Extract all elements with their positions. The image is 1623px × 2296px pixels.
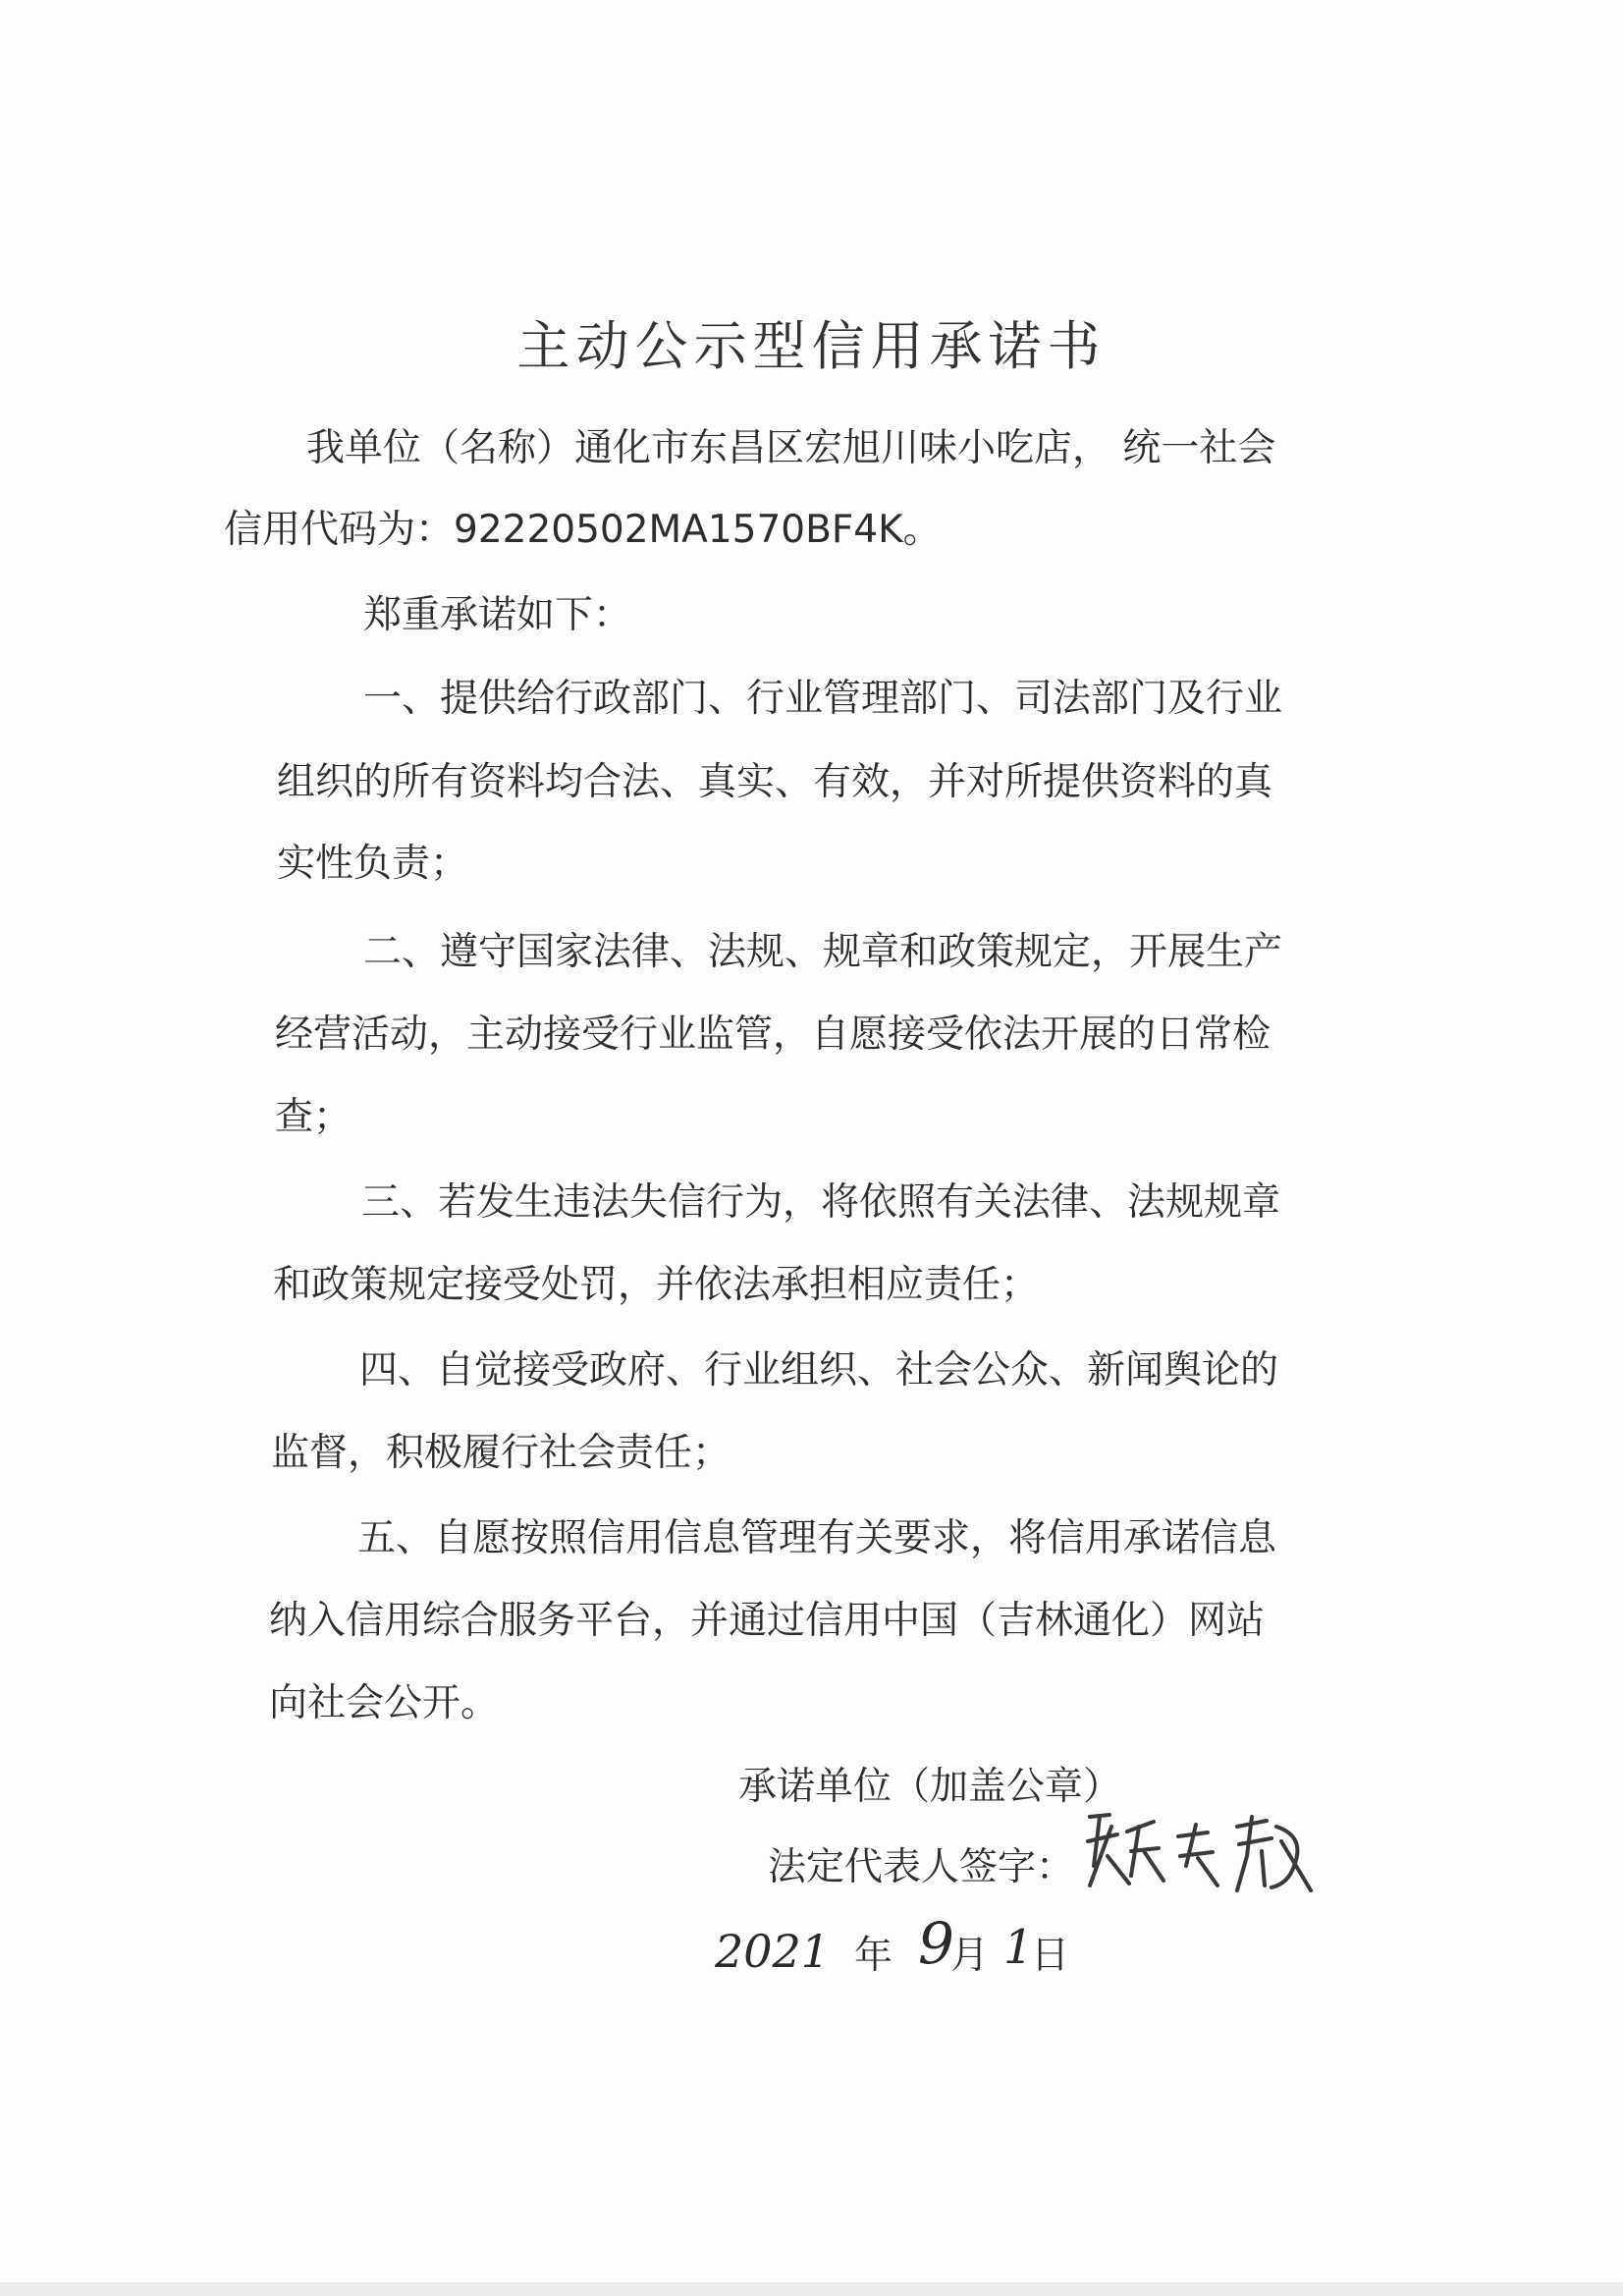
item-5-line-1: 五、自愿按照信用信息管理有关要求，将信用承诺信息 <box>357 1516 1277 1560</box>
item-4-line-2: 监督，积极履行社会责任； <box>271 1431 731 1475</box>
date-year-handwritten: 2021 <box>715 1925 831 1978</box>
date-day-handwritten: 1 <box>1003 1920 1034 1975</box>
scan-bottom-edge <box>0 2282 1623 2296</box>
item-3-line-2: 和政策规定接受处罚，并依法承担相应责任； <box>273 1263 1040 1307</box>
item-1-line-3: 实性负责； <box>277 842 469 886</box>
legal-representative-label: 法定代表人签字： <box>768 1845 1075 1889</box>
intro-line-1: 我单位（名称）通化市东昌区宏旭川味小吃店， 统一社会 <box>306 426 1276 470</box>
item-2-line-1: 二、遵守国家法律、法规、规章和政策规定，开展生产 <box>363 930 1283 974</box>
item-2-line-3: 查； <box>275 1095 352 1139</box>
date-month-handwritten: 9 <box>918 1910 954 1977</box>
date-day-label: 日 <box>1031 1934 1070 1978</box>
item-4-line-1: 四、自觉接受政府、行业组织、社会公众、新闻舆论的 <box>359 1348 1279 1393</box>
handwritten-signature <box>1070 1797 1325 1905</box>
document-title: 主动公示型信用承诺书 <box>516 315 1107 377</box>
item-3-line-1: 三、若发生违法失信行为，将依照有关法律、法规规章 <box>361 1180 1281 1225</box>
date-month-label: 月 <box>950 1934 990 1978</box>
item-5-line-2: 纳入信用综合服务平台，并通过信用中国（吉林通化）网站 <box>269 1599 1266 1643</box>
commitment-unit-label: 承诺单位（加盖公章） <box>738 1765 1122 1809</box>
item-1-line-2: 组织的所有资料均合法、真实、有效，并对所提供资料的真 <box>277 760 1273 804</box>
date-year-label: 年 <box>854 1934 893 1978</box>
commitment-heading: 郑重承诺如下： <box>363 593 632 637</box>
item-2-line-2: 经营活动，主动接受行业监管，自愿接受依法开展的日常检 <box>275 1012 1271 1057</box>
item-5-line-3: 向社会公开。 <box>269 1681 500 1725</box>
intro-line-2: 信用代码为：92220502MA1570BF4K。 <box>224 508 942 552</box>
item-1-line-1: 一、提供给行政部门、行业管理部门、司法部门及行业 <box>363 677 1283 721</box>
